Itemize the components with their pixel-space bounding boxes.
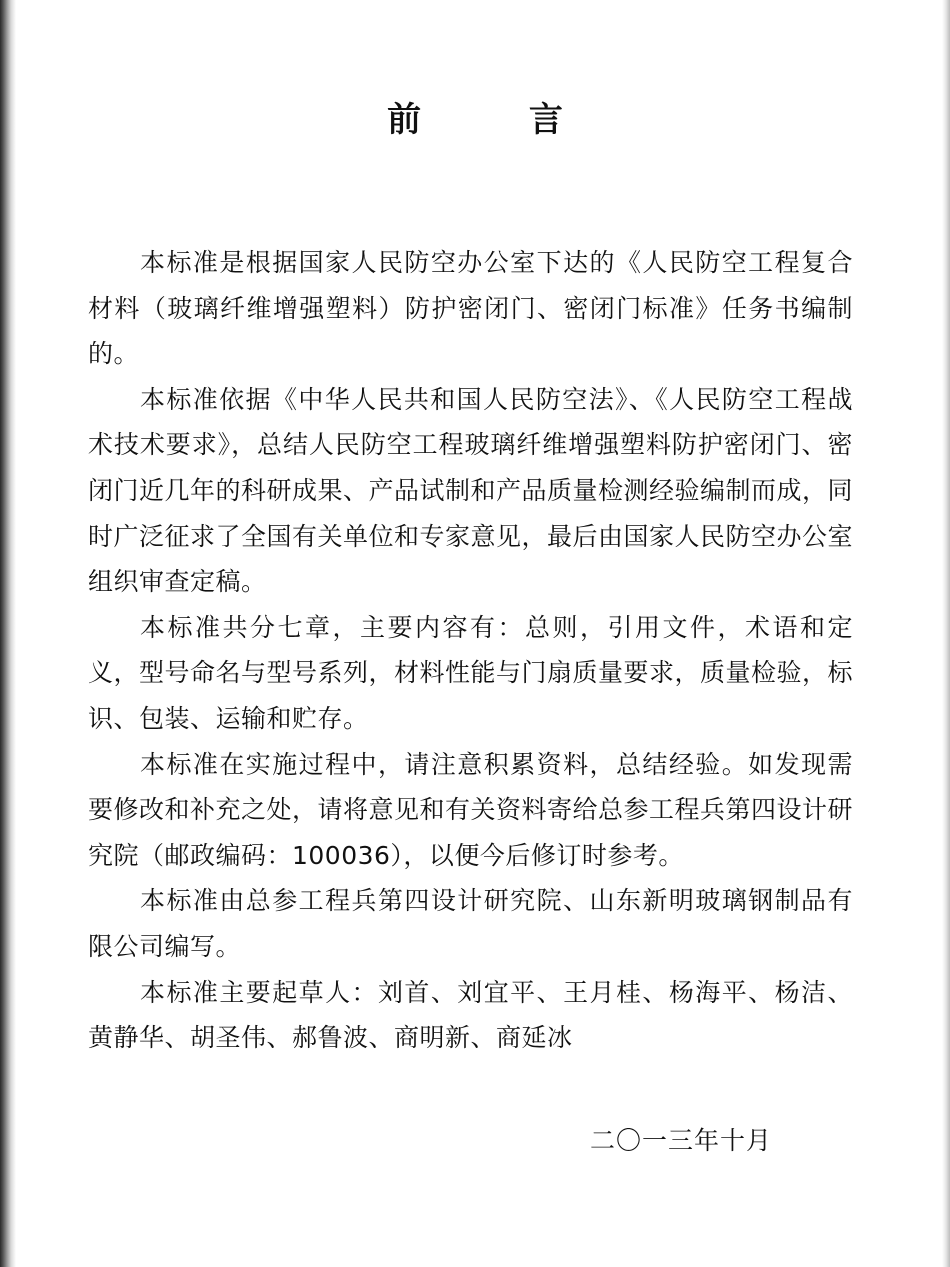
document-date: 二〇一三年十月	[590, 1126, 773, 1155]
paragraph-basis: 本标准依据《中华人民共和国人民防空法》、《人民防空工程战术技术要求》，总结人民防空工程玻璃纤维增强塑料防护密闭门、密闭门近几年的科研成果、产品试制和产品质量检测经验编制而成，同时广泛征求了全国有关单位和专家意见，最后由国家人民防空办公室组织审查定稿。	[88, 384, 854, 597]
paragraph-authors-org: 本标准由总参工程兵第四设计研究院、山东新明玻璃钢制品有限公司编写。	[88, 886, 853, 961]
preface-body	[88, 240, 853, 1061]
paragraph-contents: 本标准共分七章，主要内容有：总则，引用文件，术语和定义，型号命名与型号系列，材料性能与门扇质量要求，质量检验，标识、包装、运输和贮存。	[88, 612, 854, 733]
paragraph-origin: 本标准是根据国家人民防空办公室下达的《人民防空工程复合材料（玻璃纤维增强塑料）防护密闭门、密闭门标准》任务书编制的。	[88, 248, 853, 369]
scan-shadow-left	[0, 0, 16, 1267]
page-title: 前 言	[387, 100, 611, 140]
paragraph-feedback: 本标准在实施过程中，请注意积累资料，总结经验。如发现需要修改和补充之处，请将意见和有关资料寄给总参工程兵第四设计研究院（邮政编码：100036），以便今后修订时参考。	[88, 749, 854, 870]
scan-shadow-right	[942, 0, 950, 1267]
paragraph-drafters: 本标准主要起草人：刘首、刘宜平、王月桂、杨海平、杨洁、黄静华、胡圣伟、郝鲁波、商明新、商延冰	[88, 977, 853, 1053]
